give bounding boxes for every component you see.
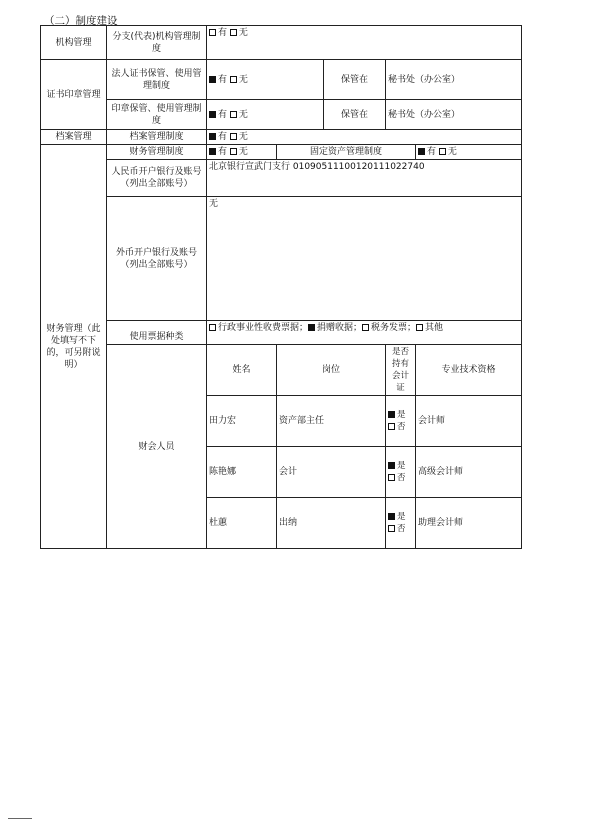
- cert-choice: 有 无: [207, 60, 324, 100]
- invoice-donation-checkbox[interactable]: [308, 324, 315, 331]
- seal-keeper-label: 保管在: [324, 100, 386, 130]
- staff-header-name: 姓名: [207, 345, 277, 396]
- asset-label: 固定资产管理制度: [277, 145, 416, 160]
- staff-cert: 是 否: [386, 396, 416, 447]
- cert-no-checkbox[interactable]: [230, 76, 237, 83]
- invoice-options: [207, 321, 522, 345]
- cert-yes-checkbox[interactable]: [388, 513, 395, 520]
- cert-subject: 法人证书保管、使用管理制度: [107, 60, 207, 100]
- org-no-checkbox[interactable]: [230, 29, 237, 36]
- invoice-other-label: 其他: [425, 323, 444, 333]
- section-title: （二）制度建设: [44, 15, 118, 27]
- seal-no-checkbox[interactable]: [230, 111, 237, 118]
- staff-cert: 是 否: [386, 447, 416, 498]
- archive-label: 档案管理: [41, 130, 107, 145]
- seal-yes-checkbox[interactable]: [209, 111, 216, 118]
- staff-header-qual: 专业技术资格: [416, 345, 522, 396]
- org-choice: 有 无: [207, 26, 522, 60]
- staff-post: 出纳: [277, 498, 386, 549]
- staff-qual: 会计师: [416, 396, 522, 447]
- fin-sys-choice: 有 无: [207, 145, 277, 160]
- archive-no-checkbox[interactable]: [230, 133, 237, 140]
- rmb-label: 人民币开户银行及账号（列出全部账号）: [107, 160, 207, 197]
- fin-sys-no-checkbox[interactable]: [230, 148, 237, 155]
- staff-name: 杜蕙: [207, 498, 277, 549]
- staff-qual: 助理会计师: [416, 498, 522, 549]
- asset-yes-checkbox[interactable]: [418, 148, 425, 155]
- staff-qual: 高级会计师: [416, 447, 522, 498]
- invoice-tax-label: 税务发票；: [371, 323, 417, 333]
- staff-post: 会计: [277, 447, 386, 498]
- cert-yes-checkbox[interactable]: [388, 462, 395, 469]
- fx-value: 无: [207, 197, 522, 321]
- fin-sys-yes-checkbox[interactable]: [209, 148, 216, 155]
- staff-header-post: 岗位: [277, 345, 386, 396]
- staff-header-cert: 是否持有会计证: [386, 345, 416, 396]
- seal-choice: 有 无: [207, 100, 324, 130]
- invoice-tax-checkbox[interactable]: [362, 324, 369, 331]
- staff-name: 田力宏: [207, 396, 277, 447]
- cert-no-checkbox[interactable]: [388, 474, 395, 481]
- asset-no-checkbox[interactable]: [439, 148, 446, 155]
- page-edge-mark: [8, 818, 32, 819]
- fx-label: 外币开户银行及账号（列出全部账号）: [107, 197, 207, 321]
- cert-yes-checkbox[interactable]: [209, 76, 216, 83]
- rmb-value: 北京银行宣武门支行 01090511100120111022740: [207, 160, 522, 197]
- invoice-donation-label: 捐赠收据；: [317, 323, 363, 333]
- asset-choice: 有 无: [416, 145, 522, 160]
- cert-keeper-value: 秘书处（办公室）: [386, 60, 522, 100]
- archive-subject: 档案管理制度: [107, 130, 207, 145]
- cert-no-checkbox[interactable]: [388, 525, 395, 532]
- fin-sys-subject: 财务管理制度: [107, 145, 207, 160]
- org-subject: 分支(代表)机构管理制度: [107, 26, 207, 60]
- cert-yes-checkbox[interactable]: [388, 411, 395, 418]
- invoice-admin-fee-label: 行政事业性收费票据；: [218, 323, 309, 333]
- system-construction-table: [40, 25, 522, 549]
- org-label: 机构管理: [41, 26, 107, 60]
- invoice-label: 使用票据种类: [107, 321, 207, 345]
- staff-name: 陈艳娜: [207, 447, 277, 498]
- cert-group-label: 证书印章管理: [41, 60, 107, 130]
- invoice-other-checkbox[interactable]: [416, 324, 423, 331]
- cert-no-checkbox[interactable]: [388, 423, 395, 430]
- invoice-admin-fee-checkbox[interactable]: [209, 324, 216, 331]
- archive-choice: 有 无: [207, 130, 522, 145]
- staff-post: 资产部主任: [277, 396, 386, 447]
- seal-keeper-value: 秘书处（办公室）: [386, 100, 522, 130]
- staff-cert: 是 否: [386, 498, 416, 549]
- finance-group-label: 财务管理（此处填写不下的，可另附说明）: [41, 145, 107, 549]
- staff-label: 财会人员: [107, 345, 207, 549]
- org-yes-checkbox[interactable]: [209, 29, 216, 36]
- archive-yes-checkbox[interactable]: [209, 133, 216, 140]
- seal-subject: 印章保管、使用管理制度: [107, 100, 207, 130]
- cert-keeper-label: 保管在: [324, 60, 386, 100]
